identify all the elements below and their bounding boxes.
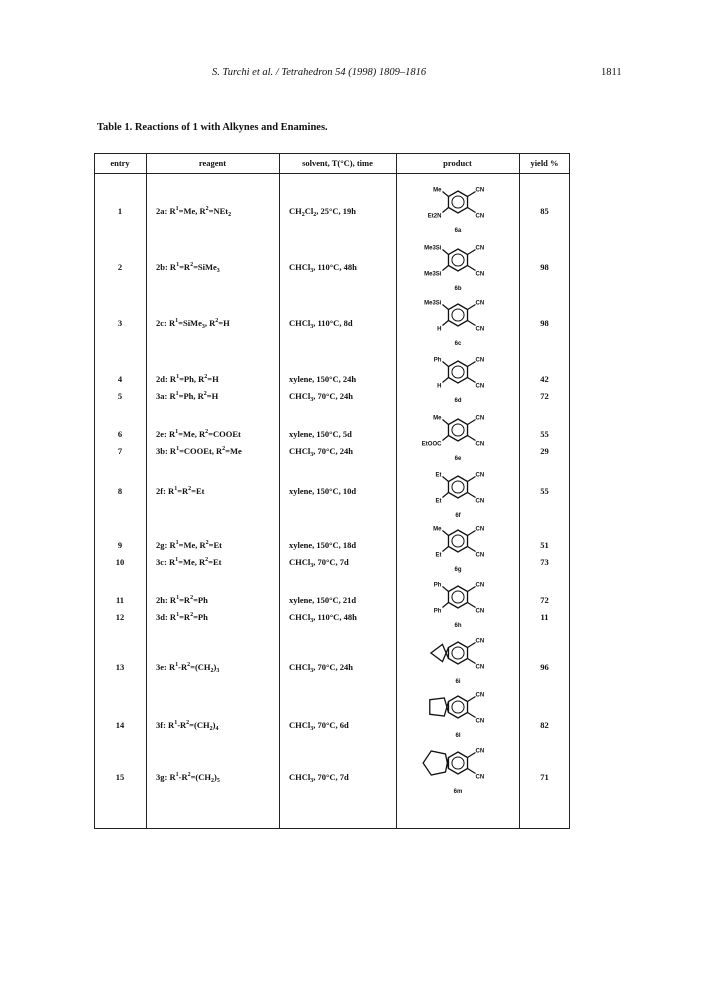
cell-conditions: CHCl$_3$, 70°C, 24h xyxy=(289,446,354,458)
cell-conditions: CHCl$_3$, 70°C, 24h xyxy=(289,662,354,674)
compound-id: 6l xyxy=(455,733,461,739)
cell-reagent: 2h: $R^1=R^2=Ph$ xyxy=(156,595,208,605)
label-substituent-top: Ph xyxy=(433,357,442,364)
compound-id: 6b xyxy=(454,286,462,292)
header-divider xyxy=(94,173,570,174)
cell-entry: 3 xyxy=(117,318,123,328)
label-substituent-bottom: Et xyxy=(435,498,442,505)
cell-yield: 51 xyxy=(540,540,549,550)
benzene-ring xyxy=(448,361,467,383)
results-table xyxy=(94,153,570,829)
cell-reagent: 2b: $R^1=R^2=SiMe_3$ xyxy=(156,262,220,274)
bond-substituent-bottom xyxy=(442,603,448,608)
cell-reagent: 2a: $R^1=Me$, $R^2=NEt_2$ xyxy=(156,206,232,218)
label-cn: CN xyxy=(475,300,485,307)
column-divider xyxy=(279,153,280,829)
structure-drawing xyxy=(406,465,510,523)
label-cn: CN xyxy=(475,326,485,333)
label-substituent-bottom: H xyxy=(437,383,442,390)
benzene-ring xyxy=(448,249,467,271)
bond-cn-bottom xyxy=(468,547,476,552)
bond-cn-bottom xyxy=(468,603,476,608)
product-structure-6l xyxy=(406,685,510,743)
cell-entry: 2 xyxy=(117,262,123,272)
cell-conditions: CHCl$_3$, 110°C, 48h xyxy=(289,612,357,624)
fused-ring xyxy=(431,644,449,661)
aromatic-circle xyxy=(452,309,464,321)
label-cn: CN xyxy=(475,271,485,278)
cell-yield: 85 xyxy=(540,206,549,216)
product-structure-6m xyxy=(406,741,510,799)
fused-ring xyxy=(423,751,448,775)
product-structure-6f xyxy=(406,465,510,523)
compound-id: 6i xyxy=(455,679,461,685)
bond-substituent-top xyxy=(442,250,448,255)
cell-reagent: 3d: $R^1=R^2=Ph$ xyxy=(156,612,208,622)
product-structure-6b xyxy=(406,238,510,296)
bond-substituent-top xyxy=(442,531,448,536)
cell-conditions: CHCl$_3$, 70°C, 7d xyxy=(289,557,349,569)
label-substituent-top: Me3Si xyxy=(424,245,442,252)
cell-reagent: 2g: $R^1=Me$, $R^2=Et$ xyxy=(156,540,222,550)
aromatic-circle xyxy=(452,701,464,713)
compound-id: 6c xyxy=(454,341,462,347)
cell-reagent: 3e: $R^1-R^2=(CH_2)_3$ xyxy=(156,662,220,674)
label-cn: CN xyxy=(475,357,485,364)
product-structure-6i xyxy=(406,631,510,689)
aromatic-circle xyxy=(452,647,464,659)
cell-yield: 73 xyxy=(540,557,549,567)
product-structure-6d xyxy=(406,350,510,408)
running-head xyxy=(0,67,720,83)
column-divider xyxy=(146,153,147,829)
aromatic-circle xyxy=(452,424,464,436)
bond-cn-top xyxy=(468,587,476,592)
benzene-ring xyxy=(448,696,467,718)
cell-yield: 98 xyxy=(540,318,549,328)
label-cn: CN xyxy=(475,718,485,725)
bond-substituent-top xyxy=(442,477,448,482)
bond-cn-top xyxy=(468,192,476,197)
cell-reagent: 2e: $R^1=Me$, $R^2=COOEt$ xyxy=(156,429,241,439)
label-cn: CN xyxy=(475,383,485,390)
bond-substituent-bottom xyxy=(442,321,448,326)
journal-citation: S. Turchi et al. / Tetrahedron 54 (1998) 1809–1816 xyxy=(212,67,427,78)
cell-reagent: 3f: $R^1-R^2=(CH_2)_4$ xyxy=(156,720,219,732)
cell-entry: 12 xyxy=(115,612,125,622)
table-title: Table 1. Reactions of 1 with Alkynes and Enamines. xyxy=(97,122,328,133)
aromatic-circle xyxy=(452,254,464,266)
cell-entry: 7 xyxy=(117,446,123,456)
benzene-ring xyxy=(448,191,467,213)
product-structure-6h xyxy=(406,575,510,633)
benzene-ring xyxy=(448,304,467,326)
cell-entry: 1 xyxy=(117,206,123,216)
bond-cn-bottom xyxy=(468,208,476,213)
aromatic-circle xyxy=(452,481,464,493)
compound-id: 6m xyxy=(453,789,463,795)
label-substituent-bottom: Ph xyxy=(433,608,442,615)
bond-cn-top xyxy=(468,362,476,367)
bond-substituent-top xyxy=(442,362,448,367)
bond-substituent-top xyxy=(442,420,448,425)
label-cn: CN xyxy=(475,245,485,252)
cell-reagent: 3g: $R^1-R^2=(CH_2)_5$ xyxy=(156,772,220,784)
benzene-ring xyxy=(448,586,467,608)
bond-substituent-bottom xyxy=(442,378,448,383)
cell-conditions: xylene, 150°C, 10d xyxy=(289,486,357,496)
cell-entry: 4 xyxy=(117,374,123,384)
cell-conditions: CHCl$_3$, 70°C, 24h xyxy=(289,391,354,403)
bond-cn-bottom xyxy=(468,769,476,774)
bond-cn-bottom xyxy=(468,493,476,498)
cell-yield: 96 xyxy=(540,662,549,672)
bond-cn-bottom xyxy=(468,713,476,718)
label-cn: CN xyxy=(475,582,485,589)
product-structure-6a xyxy=(406,180,510,238)
header-reagent: reagent xyxy=(198,158,227,168)
cell-yield: 82 xyxy=(540,720,549,730)
label-cn: CN xyxy=(475,552,485,559)
benzene-ring xyxy=(448,419,467,441)
label-cn: CN xyxy=(475,213,485,220)
benzene-ring xyxy=(448,476,467,498)
benzene-ring xyxy=(448,530,467,552)
aromatic-circle xyxy=(452,757,464,769)
bond-cn-bottom xyxy=(468,378,476,383)
compound-id: 6f xyxy=(455,513,461,519)
header-entry: entry xyxy=(110,158,130,168)
label-substituent-bottom: Me3Si xyxy=(424,271,442,278)
structure-drawing xyxy=(406,293,510,351)
label-substituent-top: Me3Si xyxy=(424,300,442,307)
label-cn: CN xyxy=(475,526,485,533)
label-substituent-top: Me xyxy=(433,187,442,194)
bond-cn-top xyxy=(468,305,476,310)
bond-substituent-bottom xyxy=(442,493,448,498)
cell-conditions: CHCl$_3$, 70°C, 6d xyxy=(289,720,349,732)
cell-entry: 15 xyxy=(115,772,125,782)
cell-conditions: $CH_2Cl_2$, 25°C, 19h xyxy=(289,206,357,218)
bond-cn-top xyxy=(468,477,476,482)
product-structure-6e xyxy=(406,408,510,466)
cell-entry: 14 xyxy=(115,720,125,730)
fused-ring xyxy=(430,698,449,716)
cell-reagent: 2d: $R^1=Ph$, $R^2=H$ xyxy=(156,374,219,384)
bond-cn-top xyxy=(468,531,476,536)
label-cn: CN xyxy=(475,441,485,448)
cell-entry: 9 xyxy=(117,540,123,550)
structure-drawing xyxy=(406,238,510,296)
cell-entry: 8 xyxy=(117,486,123,496)
cell-yield: 29 xyxy=(540,446,549,456)
aromatic-circle xyxy=(452,535,464,547)
structure-drawing xyxy=(406,180,510,238)
bond-substituent-bottom xyxy=(442,266,448,271)
label-cn: CN xyxy=(475,664,485,671)
label-cn: CN xyxy=(475,498,485,505)
compound-id: 6d xyxy=(454,398,462,404)
page-number: 1811 xyxy=(601,67,622,78)
compound-id: 6g xyxy=(454,567,462,573)
bond-cn-top xyxy=(468,420,476,425)
bond-substituent-top xyxy=(442,305,448,310)
cell-reagent: 3c: $R^1=Me$, $R^2=Et$ xyxy=(156,557,222,567)
label-cn: CN xyxy=(475,415,485,422)
label-cn: CN xyxy=(475,608,485,615)
aromatic-circle xyxy=(452,196,464,208)
cell-yield: 72 xyxy=(540,391,549,401)
cell-yield: 71 xyxy=(540,772,549,782)
cell-reagent: 2c: $R^1=SiMe_3$, $R^2=H$ xyxy=(156,318,230,330)
label-substituent-top: Me xyxy=(433,415,442,422)
cell-yield: 11 xyxy=(540,612,549,622)
label-substituent-bottom: H xyxy=(437,326,442,333)
cell-conditions: xylene, 150°C, 5d xyxy=(289,429,352,439)
bond-cn-top xyxy=(468,643,476,648)
column-divider xyxy=(396,153,397,829)
cell-yield: 42 xyxy=(540,374,549,384)
cell-entry: 11 xyxy=(115,595,125,605)
label-substituent-bottom: EtOOC xyxy=(421,441,442,448)
label-cn: CN xyxy=(475,638,485,645)
structure-drawing xyxy=(406,519,510,577)
cell-conditions: xylene, 150°C, 24h xyxy=(289,374,357,384)
cell-entry: 13 xyxy=(115,662,125,672)
aromatic-circle xyxy=(452,366,464,378)
structure-drawing xyxy=(406,350,510,408)
label-substituent-bottom: Et2N xyxy=(427,213,442,220)
structure-drawing xyxy=(406,408,510,466)
aromatic-circle xyxy=(452,591,464,603)
bond-cn-top xyxy=(468,250,476,255)
cell-conditions: xylene, 150°C, 21d xyxy=(289,595,357,605)
label-substituent-top: Me xyxy=(433,526,442,533)
bond-cn-bottom xyxy=(468,321,476,326)
bond-cn-bottom xyxy=(468,266,476,271)
structure-drawing xyxy=(406,631,510,689)
label-substituent-bottom: Et xyxy=(435,552,442,559)
cell-yield: 98 xyxy=(540,262,549,272)
bond-substituent-top xyxy=(442,192,448,197)
structure-drawing xyxy=(406,575,510,633)
cell-conditions: xylene, 150°C, 18d xyxy=(289,540,357,550)
cell-conditions: CHCl$_3$, 110°C, 8d xyxy=(289,318,353,330)
cell-yield: 72 xyxy=(540,595,549,605)
cell-yield: 55 xyxy=(540,486,549,496)
cell-entry: 6 xyxy=(117,429,123,439)
product-structure-6c xyxy=(406,293,510,351)
cell-reagent: 3a: $R^1=Ph$, $R^2=H$ xyxy=(156,391,219,401)
bond-cn-bottom xyxy=(468,436,476,441)
cell-entry: 5 xyxy=(117,391,123,401)
label-cn: CN xyxy=(475,187,485,194)
bond-substituent-bottom xyxy=(442,436,448,441)
bond-cn-bottom xyxy=(468,659,476,664)
cell-reagent: 3b: $R^1=COOEt$, $R^2=Me$ xyxy=(156,446,242,456)
product-structure-6g xyxy=(406,519,510,577)
benzene-ring xyxy=(448,642,467,664)
cell-conditions: CHCl$_3$, 110°C, 48h xyxy=(289,262,357,274)
benzene-ring xyxy=(448,752,467,774)
bond-cn-top xyxy=(468,697,476,702)
label-substituent-top: Et xyxy=(435,472,442,479)
header-yield: yield % xyxy=(530,158,559,168)
cell-entry: 10 xyxy=(115,557,125,567)
cell-conditions: CHCl$_3$, 70°C, 7d xyxy=(289,772,349,784)
structure-drawing xyxy=(406,685,510,743)
bond-substituent-bottom xyxy=(442,208,448,213)
header-conditions: solvent, T(°C), time xyxy=(302,158,373,168)
compound-id: 6e xyxy=(454,456,462,462)
cell-reagent: 2f: $R^1=R^2=Et$ xyxy=(156,486,205,496)
cell-yield: 55 xyxy=(540,429,549,439)
label-cn: CN xyxy=(475,472,485,479)
compound-id: 6a xyxy=(454,228,462,234)
header-product: product xyxy=(443,158,472,168)
label-cn: CN xyxy=(475,748,485,755)
bond-substituent-top xyxy=(442,587,448,592)
compound-id: 6h xyxy=(454,623,462,629)
bond-cn-top xyxy=(468,753,476,758)
label-cn: CN xyxy=(475,774,485,781)
bond-substituent-bottom xyxy=(442,547,448,552)
label-cn: CN xyxy=(475,692,485,699)
structure-drawing xyxy=(406,741,510,799)
label-substituent-top: Ph xyxy=(433,582,442,589)
